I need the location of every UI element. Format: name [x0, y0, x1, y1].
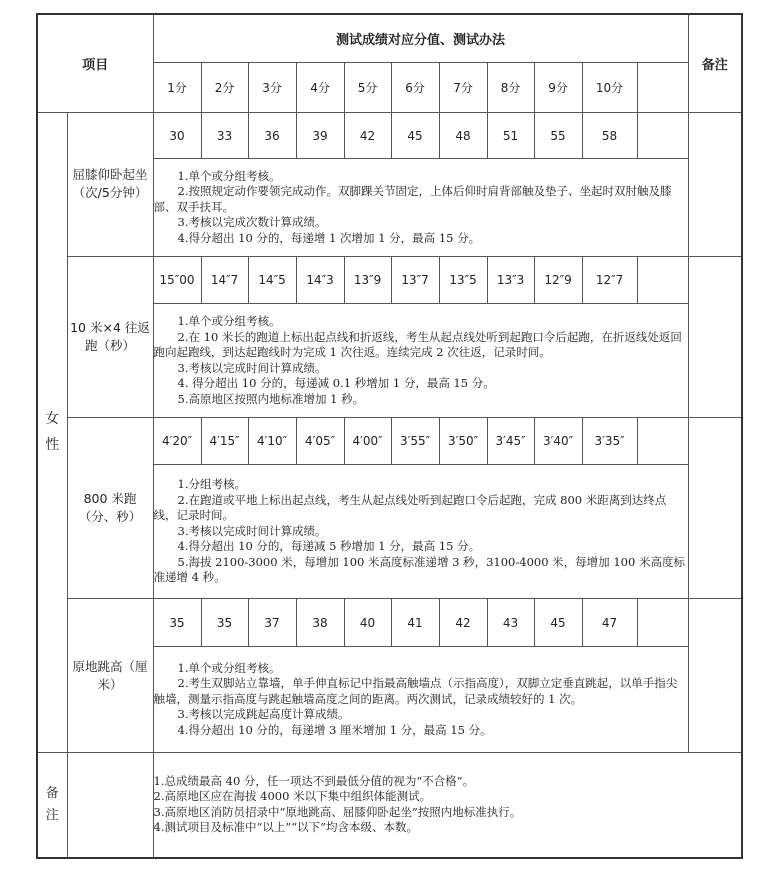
score-value-cell: 4′15″ [201, 418, 248, 464]
score-value-cell: 3′50″ [439, 418, 487, 464]
score-header-cell: 4分 [296, 62, 344, 112]
empty-cell [637, 112, 688, 158]
test-method-notes [153, 647, 688, 753]
score-value-cell: 12″9 [534, 256, 582, 303]
score-value-cell: 3′45″ [487, 418, 534, 464]
score-value-cell: 45 [534, 599, 582, 647]
score-value-cell: 41 [391, 599, 439, 647]
footer-label-char: 注 [45, 807, 59, 823]
footer-label-char: 备 [45, 785, 59, 801]
score-value-cell: 4′10″ [248, 418, 296, 464]
method-note-line: 3.考核以完成时间计算成绩。 [177, 360, 327, 375]
score-value-cell: 30 [153, 112, 201, 158]
score-value-cell: 14″5 [248, 256, 296, 303]
test-item-name: 原地跳高（厘米） [67, 599, 153, 753]
value-row [37, 112, 742, 158]
method-note-line: 1.单个或分组考核。 [177, 314, 281, 329]
method-note-line: 2.按照规定动作要领完成动作。双脚踝关节固定，上体后仰时肩背部触及垫子、坐起时双肘触及膝部、双手扶耳。 [153, 184, 672, 214]
empty-cell [637, 62, 688, 112]
footer-remark-label [37, 752, 67, 858]
score-value-cell: 42 [439, 599, 487, 647]
score-value-cell: 42 [344, 112, 391, 158]
score-value-cell: 33 [201, 112, 248, 158]
remark-cell [688, 256, 742, 418]
method-note-line: 4.得分超出 10 分的，每递增 1 次增加 1 分，最高 15 分。 [177, 230, 481, 245]
fitness-test-table [36, 13, 743, 859]
method-note-line: 2.在 10 米长的跑道上标出起点线和折返线，考生从起点线处听到起跑口令后起跑，在折返线处返回跑向起跑线，到达起跑线时为完成 1 次往返。连续完成 2 次往返，记录时间。 [153, 329, 682, 360]
item-header: 项目 [37, 14, 153, 112]
score-header-cell: 8分 [487, 62, 534, 112]
score-value-cell: 51 [487, 112, 534, 158]
score-value-cell: 4′00″ [344, 418, 391, 464]
footer-row [37, 752, 742, 858]
score-header-cell: 3分 [248, 62, 296, 112]
score-value-cell: 3′40″ [534, 418, 582, 464]
score-header-cell: 6分 [391, 62, 439, 112]
method-note-line: 4.得分超出 10 分的，每递减 5 秒增加 1 分，最高 15 分。 [177, 539, 481, 554]
method-note-line: 3.考核以完成跳起高度计算成绩。 [177, 707, 350, 722]
score-value-cell: 39 [296, 112, 344, 158]
score-value-cell: 55 [534, 112, 582, 158]
remark-header: 备注 [688, 14, 742, 112]
value-row [37, 256, 742, 303]
method-note-line: 1.单个或分组考核。 [177, 660, 281, 675]
empty-cell [637, 599, 688, 647]
remark-cell [688, 599, 742, 753]
sex-label-char: 性 [45, 437, 60, 454]
method-note-line: 2.考生双脚站立靠墙，单手伸直标记中指最高触墙点（示指高度），双脚立定垂直跳起，以单手指尖触墙，测量示指高度与跳起触墙高度之间的距离。两次测试，记录成绩较好的 1 次。 [153, 676, 678, 706]
score-value-cell: 47 [582, 599, 637, 647]
footer-note-line: 3.高原地区消防员招录中“原地跳高、屈膝仰卧起坐”按照内地标准执行。 [153, 804, 522, 819]
score-value-cell: 36 [248, 112, 296, 158]
footer-note-line: 2.高原地区应在海拔 4000 米以下集中组织体能测试。 [153, 789, 432, 804]
remark-cell [688, 112, 742, 256]
score-value-cell: 14″7 [201, 256, 248, 303]
score-value-cell: 35 [153, 599, 201, 647]
score-value-cell: 4′05″ [296, 418, 344, 464]
sex-label-char: 女 [45, 411, 60, 428]
method-note-line: 4.得分超出 10 分的，每递增 3 厘米增加 1 分，最高 15 分。 [177, 722, 492, 737]
score-value-cell: 38 [296, 599, 344, 647]
score-value-cell: 13″3 [487, 256, 534, 303]
test-method-notes [153, 159, 688, 256]
empty-cell [637, 256, 688, 303]
method-note-line: 5.海拔 2100-3000 米，每增加 100 米高度标准递增 3 秒，3100-4000 米，每增加 100 米高度标准递增 4 秒。 [153, 554, 685, 585]
score-value-cell: 12″7 [582, 256, 637, 303]
test-item-name: 屈膝仰卧起坐（次/5分钟） [67, 112, 153, 256]
score-value-cell: 37 [248, 599, 296, 647]
score-value-cell: 13″7 [391, 256, 439, 303]
score-value-cell: 14″3 [296, 256, 344, 303]
test-method-notes [153, 303, 688, 418]
footer-note-line: 1.总成绩最高 40 分，任一项达不到最低分值的视为“不合格”。 [153, 773, 475, 788]
score-header-cell: 5分 [344, 62, 391, 112]
table-title: 测试成绩对应分值、测试办法 [153, 14, 688, 62]
score-header-cell: 9分 [534, 62, 582, 112]
score-value-cell: 40 [344, 599, 391, 647]
method-note-line: 2.在跑道或平地上标出起点线，考生从起点线处听到起跑口令后起跑，完成 800 米距离到达终点线，记录时间。 [153, 492, 667, 523]
score-value-cell: 4′20″ [153, 418, 201, 464]
score-value-cell: 13″5 [439, 256, 487, 303]
score-value-cell: 3′35″ [582, 418, 637, 464]
score-header-cell: 2分 [201, 62, 248, 112]
score-value-cell: 13″9 [344, 256, 391, 303]
test-method-notes [153, 464, 688, 599]
footer-note-line: 4.测试项目及标准中“以上”“以下”均含本级、本数。 [153, 820, 419, 835]
sex-label [37, 112, 67, 752]
test-item-name: 10 米×4 往返跑（秒） [67, 256, 153, 418]
method-note-line: 3.考核以完成次数计算成绩。 [177, 215, 327, 230]
score-header-cell: 1分 [153, 62, 201, 112]
score-value-cell: 35 [201, 599, 248, 647]
score-value-cell: 48 [439, 112, 487, 158]
method-note-line: 1.单个或分组考核。 [177, 168, 281, 183]
method-note-line: 3.考核以完成时间计算成绩。 [177, 523, 327, 538]
empty-cell [67, 752, 153, 858]
remark-cell [688, 418, 742, 599]
method-note-line: 1.分组考核。 [177, 477, 246, 492]
footer-notes [153, 752, 742, 858]
value-row [37, 418, 742, 464]
value-row [37, 599, 742, 647]
method-note-line: 5.高原地区按照内地标准增加 1 秒。 [177, 391, 365, 406]
test-item-name: 800 米跑（分、秒） [67, 418, 153, 599]
score-value-cell: 43 [487, 599, 534, 647]
score-header-cell: 7分 [439, 62, 487, 112]
score-value-cell: 15″00 [153, 256, 201, 303]
score-value-cell: 58 [582, 112, 637, 158]
score-header-cell: 10分 [582, 62, 637, 112]
score-value-cell: 3′55″ [391, 418, 439, 464]
method-note-line: 4. 得分超出 10 分的，每递减 0.1 秒增加 1 分，最高 15 分。 [177, 376, 495, 391]
empty-cell [637, 418, 688, 464]
score-value-cell: 45 [391, 112, 439, 158]
